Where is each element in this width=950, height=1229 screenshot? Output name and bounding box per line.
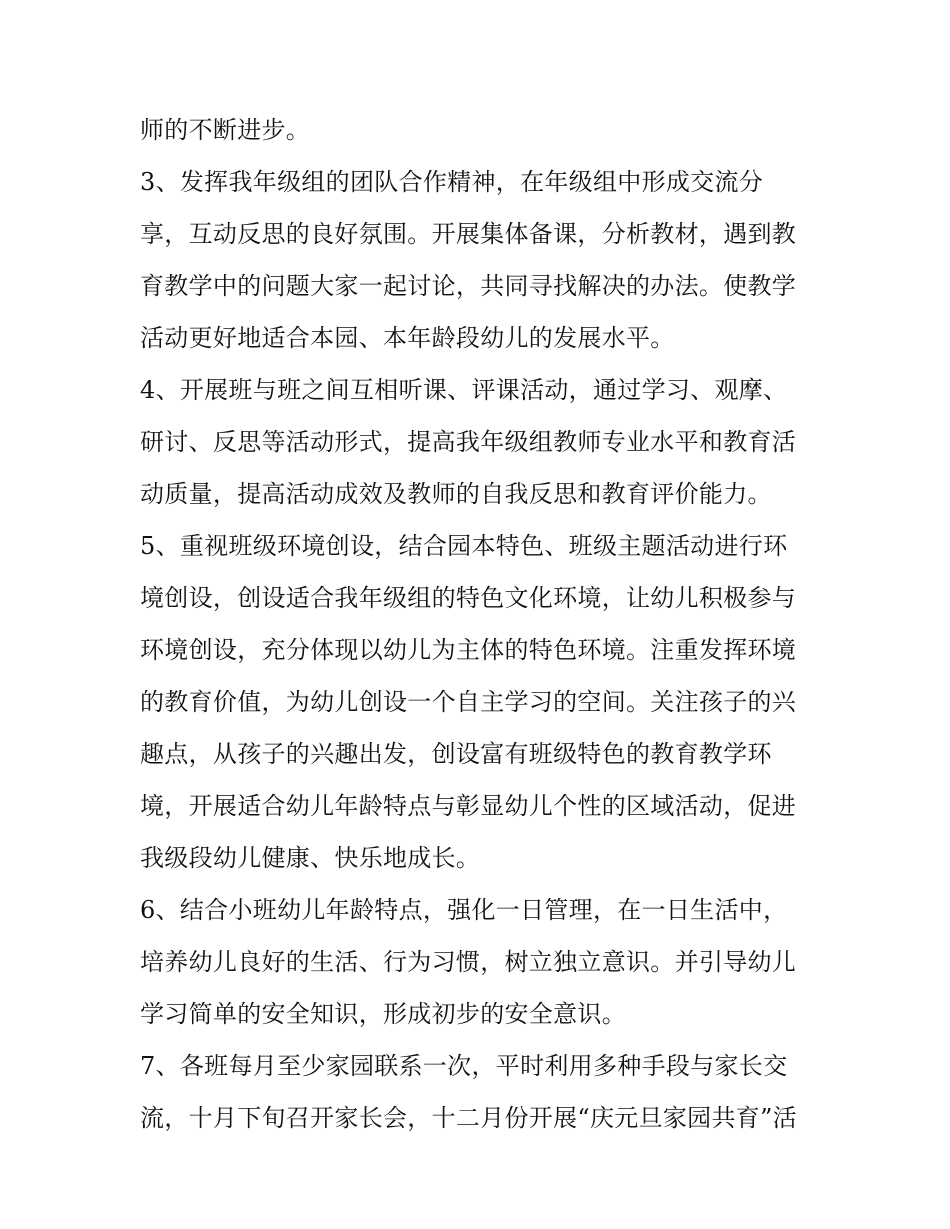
text-line: 师的不断进步。 [140, 116, 311, 144]
text-line: 活动更好地适合本园、本年龄段幼儿的发展水平。 [140, 324, 675, 352]
text-line: 4、开展班与班之间互相听课、评课活动，通过学习、观摩、 [140, 376, 788, 404]
text-line: 6、结合小班幼儿年龄特点，强化一日管理，在一日生活中， [140, 896, 788, 924]
body-text [140, 104, 830, 1144]
text-line: 我级段幼儿健康、快乐地成长。 [140, 844, 481, 872]
text-line: 流，十月下旬召开家长会，十二月份开展“庆元旦家园共育”活 [140, 1104, 797, 1132]
text-line: 7、各班每月至少家园联系一次，平时利用多种手段与家长交 [140, 1052, 788, 1080]
text-line: 动质量，提高活动成效及教师的自我反思和教育评价能力。 [140, 480, 772, 508]
text-line: 育教学中的问题大家一起讨论，共同寻找解决的办法。使教学 [140, 272, 797, 300]
text-line: 研讨、反思等活动形式，提高我年级组教师专业水平和教育活 [140, 428, 797, 456]
text-line: 培养幼儿良好的生活、行为习惯，树立独立意识。并引导幼儿 [140, 948, 797, 976]
text-line: 5、重视班级环境创设，结合园本特色、班级主题活动进行环 [140, 532, 788, 560]
text-line: 3、发挥我年级组的团队合作精神，在年级组中形成交流分 [140, 168, 764, 196]
text-line: 学习简单的安全知识，形成初步的安全意识。 [140, 1000, 626, 1028]
text-line: 享，互动反思的良好氛围。开展集体备课，分析教材，遇到教 [140, 220, 797, 248]
text-line: 境创设，创设适合我年级组的特色文化环境，让幼儿积极参与 [140, 584, 797, 612]
text-line: 的教育价值，为幼儿创设一个自主学习的空间。关注孩子的兴 [140, 688, 797, 716]
text-line: 环境创设，充分体现以幼儿为主体的特色环境。注重发挥环境 [140, 636, 797, 664]
text-line: 趣点，从孩子的兴趣出发，创设富有班级特色的教育教学环 [140, 740, 772, 768]
text-line: 境，开展适合幼儿年龄特点与彰显幼儿个性的区域活动，促进 [140, 792, 797, 820]
